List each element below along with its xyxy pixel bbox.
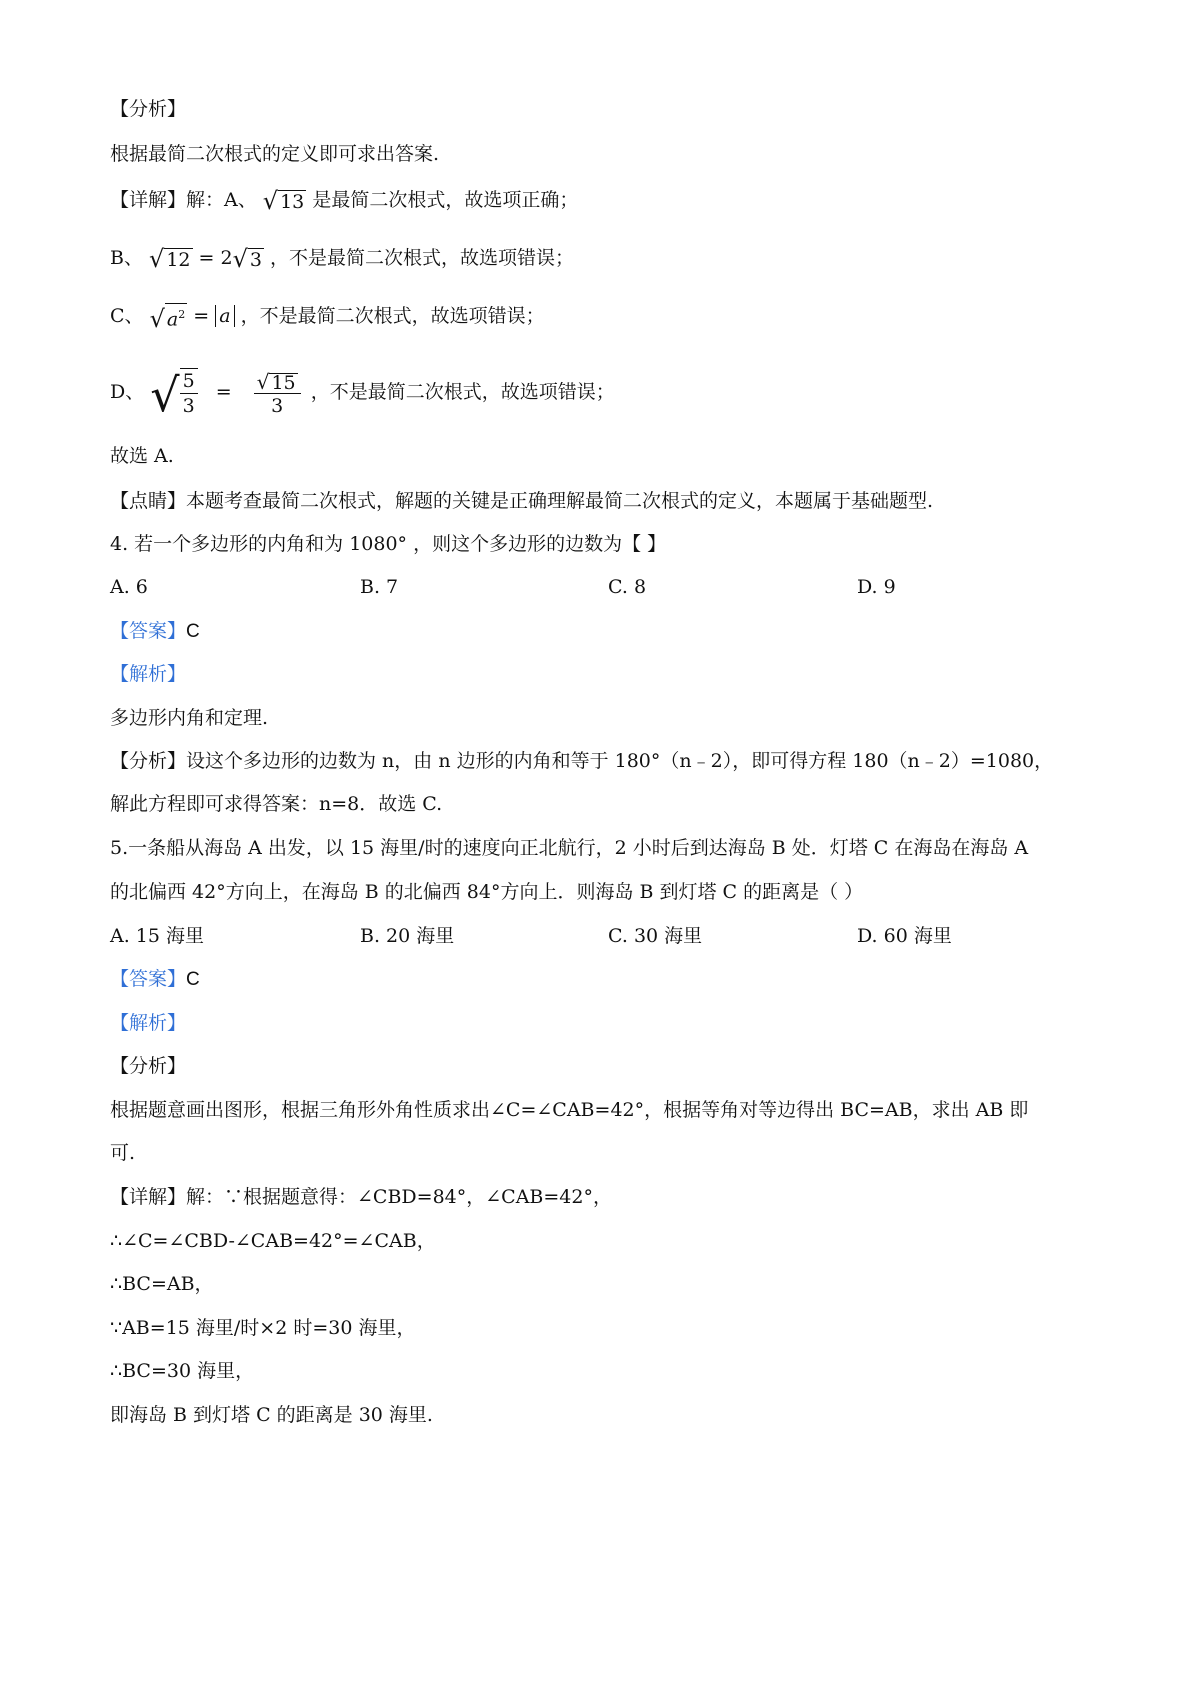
solution-b-text: ，不是最简二次根式，故选项错误； (270, 247, 575, 269)
denominator: 3 (182, 395, 195, 417)
denominator: 3 (271, 394, 284, 417)
solution-line-b (110, 244, 574, 272)
solution-line-c (110, 302, 545, 331)
analysis-4-line-2: 解此方程即可求得答案：n=8．故选 C. (110, 793, 443, 815)
question-4: 4. 若一个多边形的内角和为 1080° ，则这个多边形的边数为【 】 (110, 533, 667, 555)
answer-5 (110, 965, 200, 994)
numerator (254, 369, 301, 394)
solution-5-line-3: ∴BC=AB， (110, 1273, 214, 1295)
analysis-5-line-2: 可. (110, 1142, 136, 1164)
radicand: 12 (166, 249, 191, 271)
sqrt-12 (149, 247, 192, 271)
radicand (165, 303, 187, 330)
q4-option-b: B. 7 (360, 576, 399, 598)
answer-label: 【答案】 (110, 620, 187, 642)
solution-line-a (110, 186, 578, 214)
solution-d-text: ，不是最简二次根式，故选项错误； (310, 381, 615, 403)
q5-option-b: B. 20 海里 (360, 925, 455, 947)
q5-option-a: A. 15 海里 (110, 925, 205, 947)
solution-5-line-1: 【详解】解：∵根据题意得：∠CBD=84°，∠CAB=42°， (110, 1186, 612, 1208)
option-d-label: D、 (110, 381, 145, 403)
radical-sign: √ (149, 245, 165, 273)
exponent: 2 (178, 308, 186, 322)
explanation-text-4: 多边形内角和定理. (110, 707, 269, 729)
comment-text: 【点睛】本题考查最简二次根式，解题的关键是正确理解最简二次根式的定义，本题属于基础题型. (110, 490, 934, 512)
solution-5-line-4: ∵AB=15 海里/时×2 时=30 海里， (110, 1317, 416, 1339)
option-c-label: C、 (110, 305, 144, 327)
equals: = (193, 305, 216, 327)
absolute-value: a (215, 305, 234, 327)
answer-label: 【答案】 (110, 968, 187, 990)
answer-value: C (186, 969, 200, 990)
answer-value: C (186, 621, 200, 642)
solution-5-line-6: 即海岛 B 到灯塔 C 的距离是 30 海里. (110, 1404, 433, 1426)
radical-sign: √ (262, 187, 279, 215)
radicand: 13 (280, 191, 305, 213)
sqrt-13 (263, 189, 306, 213)
question-5-line-1: 5.一条船从海岛 A 出发，以 15 海里/时的速度向正北航行，2 小时后到达海岛 B 处．灯塔 C 在海岛在海岛 A (110, 837, 1029, 859)
analysis-4-line-1: 【分析】设这个多边形的边数为 n，由 n 边形的内角和等于 180°（n﹣2），即可得方程 180（n﹣2）=1080， (110, 750, 1054, 772)
fraction-sqrt15-3 (254, 369, 301, 418)
radicand: 3 (249, 249, 262, 271)
numerator: 5 (180, 369, 198, 394)
sqrt-15 (256, 369, 298, 394)
sqrt-a-squared (149, 303, 188, 333)
analysis-5-line-1: 根据题意画出图形，根据三角形外角性质求出∠C=∠CAB=42°，根据等角对等边得出 BC=AB，求出 AB 即 (110, 1099, 1029, 1121)
solution-5-line-5: ∴BC=30 海里， (110, 1360, 255, 1382)
fraction-5-3 (180, 368, 198, 418)
explanation-heading-5: 【解析】 (110, 1012, 187, 1034)
solution-5-line-2: ∴∠C=∠CBD-∠CAB=42°=∠CAB， (110, 1230, 436, 1252)
radical-sign: √ (150, 368, 180, 422)
explanation-heading-4: 【解析】 (110, 663, 187, 685)
choice-conclusion: 故选 A. (110, 445, 174, 467)
q4-option-d: D. 9 (857, 576, 896, 598)
question-5-line-2: 的北偏西 42°方向上，在海岛 B 的北偏西 84°方向上．则海岛 B 到灯塔 C 的距离是（ ） (110, 881, 864, 903)
q4-option-a: A. 6 (110, 576, 148, 598)
q5-option-c: C. 30 海里 (608, 925, 703, 947)
solution-c-text: ，不是最简二次根式，故选项错误； (240, 305, 545, 327)
sqrt-fraction (150, 368, 197, 422)
solution-label: 【详解】解：A、 (110, 189, 257, 211)
equals-two: = 2 (198, 247, 233, 269)
radical-sign: √ (149, 304, 165, 333)
q5-option-d: D. 60 海里 (857, 925, 952, 947)
q4-option-c: C. 8 (608, 576, 647, 598)
radical-sign: √ (256, 369, 270, 394)
solution-line-d (110, 366, 615, 422)
option-b-label: B、 (110, 247, 143, 269)
equals: = (215, 381, 232, 403)
analysis-heading: 【分析】 (110, 98, 187, 120)
radical-sign: √ (232, 245, 248, 273)
sqrt-3 (233, 247, 264, 271)
analysis-heading-5: 【分析】 (110, 1055, 187, 1077)
analysis-text: 根据最简二次根式的定义即可求出答案. (110, 143, 440, 165)
solution-a-text: 是最简二次根式，故选项正确； (312, 189, 579, 211)
answer-4 (110, 617, 200, 646)
variable-a: a (166, 308, 179, 331)
radicand: 15 (271, 371, 296, 394)
